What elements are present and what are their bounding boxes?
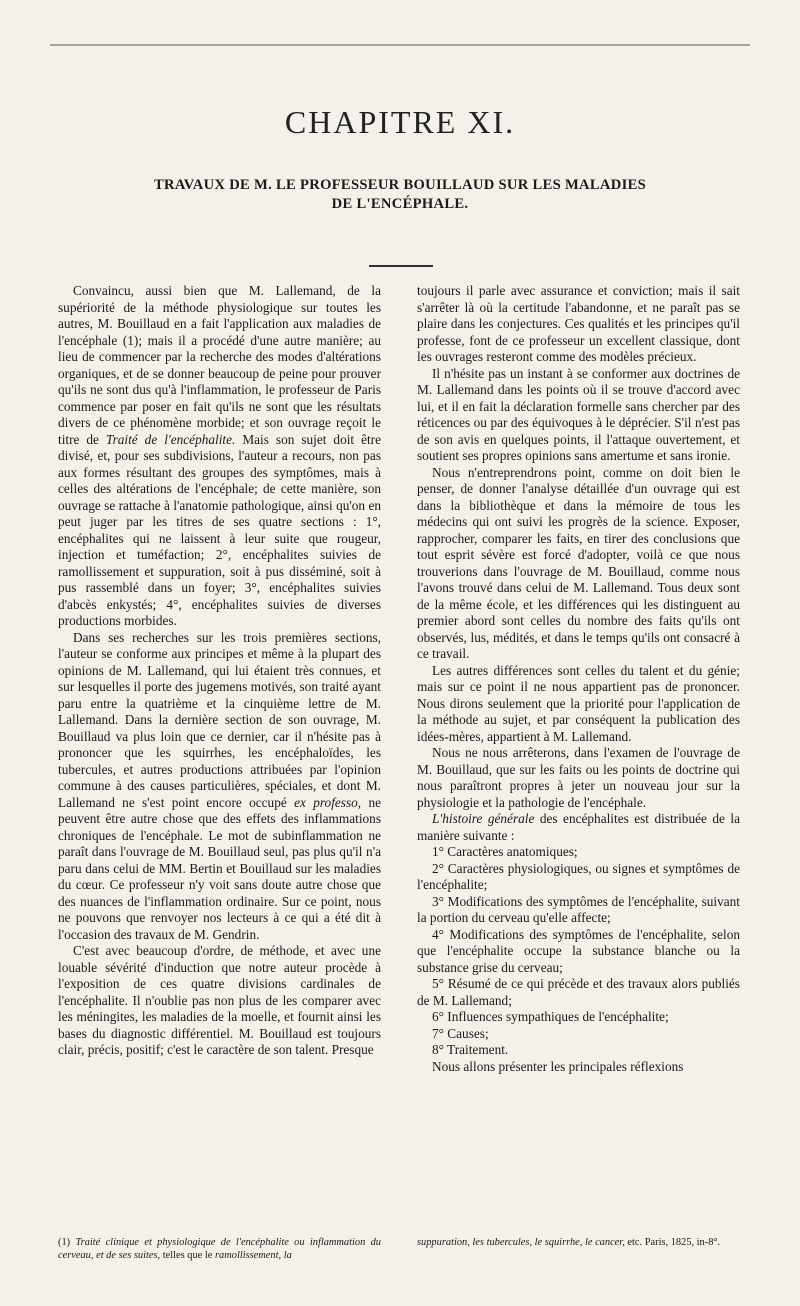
- top-rule: [50, 44, 750, 46]
- footnote-number: (1): [58, 1237, 71, 1248]
- chapter-title: CHAPITRE XI.: [284, 104, 516, 140]
- paragraph: [417, 811, 740, 844]
- section-heading-line-1: TRAVAUX DE M. LE PROFESSEUR BOUILLAUD SUR LES MALADIES: [153, 177, 647, 193]
- left-column: [58, 283, 381, 1059]
- paragraph: [58, 283, 381, 630]
- footnote-text: telles que le: [162, 1250, 213, 1261]
- paragraph: Nous allons présenter les principales réflexions: [432, 1058, 684, 1074]
- footnote-right: [417, 1236, 740, 1249]
- italic-title: Traité de l'encéphalite.: [105, 431, 236, 447]
- paragraph: [58, 630, 381, 944]
- list-item: 3° Modifications des symptômes de l'encéphalite, suivant la portion du cerveau qu'elle affecte;: [417, 893, 740, 925]
- paragraph-text: Convaincu, aussi bien que M. Lallemand, de la supériorité de la méthode physiologique sur toutes les autres, M. Bouillaud en a fait l'application aux maladies de l'encéphale (1); mais il a procédé d'une autre manière; au lieu de commencer par la recherche des modes d'altérations organiques, et de se donner beaucoup de peine pour prouver qu'ils ne sont dus qu'à l'inflammation, le professeur de Paris commence par poser en fait qu'ils ne sont que les résultats divers de ce phénomène morbide; et son ouvrage reçoit le titre de: [58, 283, 381, 447]
- paragraph: C'est avec beaucoup d'ordre, de méthode, et avec une louable sévérité d'induction que notre auteur procède à l'exposition de ces quatre divisions cardinales de l'encéphalite. Il n'oublie pas non plus de les comparer avec les méningites, les maladies de la moelle, et fournit ainsi les bases du diagnostic différentiel. M. Bouillaud est toujours clair, précis, positif; c'est le caractère de son talent. Presque: [58, 943, 381, 1057]
- italic-phrase: ex professo,: [294, 794, 362, 810]
- paragraph-text: Dans ses recherches sur les trois premières sections, l'auteur se conforme aux principes et même à la plupart des opinions de M. Lallemand, qui lui étaient très connues, et sur lesquelles il porte des jugemens motivés, son traité ayant paru entre la quatrième et la cinquième lettre de M. Lallemand. Dans la dernière section de son ouvrage, M. Bouillaud va plus loin que ce dernier, car il n'hésite pas à prononcer que les squirrhes, les encéphaloïdes, les tubercules, et autres productions attribuées par l'opinion commune à des causes particulières, spéciales, et dont M. Lallemand ne s'est point encore occupé: [58, 629, 381, 810]
- paragraph: Il n'hésite pas un instant à se conformer aux doctrines de M. Lallemand dans les points où il se trouve d'accord avec lui, et il en fait la déclaration formelle sans chercher par des réticences ou par des équivoques à le déprécier. S'il n'est pas de son avis en quelques points, il l'attaque ouvertement, et soutient ses propres opinions sans amertume et sans ironie.: [417, 365, 740, 463]
- paragraph: toujours il parle avec assurance et conviction; mais il sait s'arrêter là où la certitude l'abandonne, et ne paraît pas se plaire dans les conjectures. Ces qualités et les principes qu'il professe, font de ce professeur un excellent classique, dont les ouvrages resteront comme des modèles précieux.: [417, 283, 740, 364]
- paragraph-text: Mais son sujet doit être divisé, et, pour ses subdivisions, l'auteur a recours, non pas aux formes résultant des groupes des symptômes, mais à celles des altérations de l'encéphale; de cette manière, son ouvrage se rattache à l'anatomie pathologique, ainsi qu'on en peut juger par les titres de ses quatre sections : 1°, encéphalites qui ne laissent à leur suite que rougeur, injection et tuméfaction; 2°, encéphalites suivies de ramollissement et suppuration, soit à pus disséminé, soit à pus rassemblé dans un foyer; 3°, encéphalites suivies d'abcès enkystés; 4°, encéphalites suivies de diverses productions morbides.: [58, 431, 382, 628]
- right-column: [417, 283, 740, 1075]
- list-item: 7° Causes;: [432, 1025, 489, 1041]
- list-item: 8° Traitement.: [432, 1042, 509, 1057]
- paragraph: Les autres différences sont celles du talent et du génie; mais sur ce point il ne nous appartient pas de prononcer. Nous dirons seulement que la priorité pour l'application de la méthode au sujet, et par conséquent la publication des idées-mères, appartient à M. Lallemand.: [417, 662, 740, 744]
- paragraph: Nous ne nous arrêterons, dans l'examen de l'ouvrage de M. Bouillaud, que sur les faits ou les points de doctrine qui nous paraîtront propres à jeter un nouveau jour sur la physiologie et la pathologie de l'encéphale.: [417, 745, 740, 810]
- italic-phrase: L'histoire générale: [432, 811, 535, 826]
- list-item: 5° Résumé de ce qui précède et des travaux alors publiés de M. Lallemand;: [417, 976, 740, 1008]
- section-heading: [100, 176, 700, 214]
- heading-rule: [369, 265, 433, 267]
- paragraph-text: des encéphalites est distribuée de la manière suivante :: [417, 811, 740, 843]
- footnote-left: [58, 1236, 381, 1262]
- paragraph: Nous n'entreprendrons point, comme on doit bien le penser, de donner l'analyse détaillée d'un ouvrage qui est dans la bibliothèque et dans la mémoire de tous les médecins qui ont suivi les progrès de la science. Exposer, rapprocher, comparer les faits, en tirer des conclusions que tout esprit sévère est forcé d'adopter, voilà ce que nous trouverions dans l'ouvrage de M. Bouillaud, comme nous l'avons trouvé dans celui de M. Lallemand. Tous deux sont de la même école, et les différences qui les distinguent au premier abord sont celles du nombre des faits qu'ils ont observés, lus, médités, et dans le temps qu'ils ont consacré à ce travail.: [417, 464, 740, 661]
- footnote-tail: etc. Paris, 1825, in-8°.: [627, 1237, 721, 1248]
- paragraph-text: ne peuvent être autre chose que des effets des inflammations chroniques de l'encéphale. Le mot de subinflammation ne paraît dans l'ouvrage de M. Bouillaud seul, pas plus qu'il n'a paru dans celui de MM. Bertin et Bouillaud sur les maladies du cœur. Ce professeur n'y voit sans doute autre chose que des nuances de l'inflammation ordinaire. Sur ce point, nous ne pouvons que renvoyer nos lecteurs à ce qui a été dit à l'occasion des travaux de M. Gendrin.: [58, 794, 382, 942]
- footnote-title-cont: ramollissement, la: [215, 1250, 292, 1261]
- section-heading-line-2: DE L'ENCÉPHALE.: [331, 196, 469, 212]
- footnote-title-cont2: suppuration, les tubercules, le squirrhe, le cancer,: [417, 1237, 625, 1248]
- footnote-title: Traité clinique et physiologique de l'encéphalite ou inflammation du cerveau, et de ses suites,: [58, 1237, 381, 1261]
- list-item: 2° Caractères physiologiques, ou signes et symptômes de l'encéphalite;: [417, 860, 740, 892]
- list-item: 6° Influences sympathiques de l'encéphalite;: [432, 1009, 669, 1024]
- list-item: 1° Caractères anatomiques;: [432, 844, 578, 859]
- list-item: 4° Modifications des symptômes de l'encéphalite, selon que l'encéphalite occupe la substance blanche ou la substance grise du cerveau;: [417, 926, 740, 975]
